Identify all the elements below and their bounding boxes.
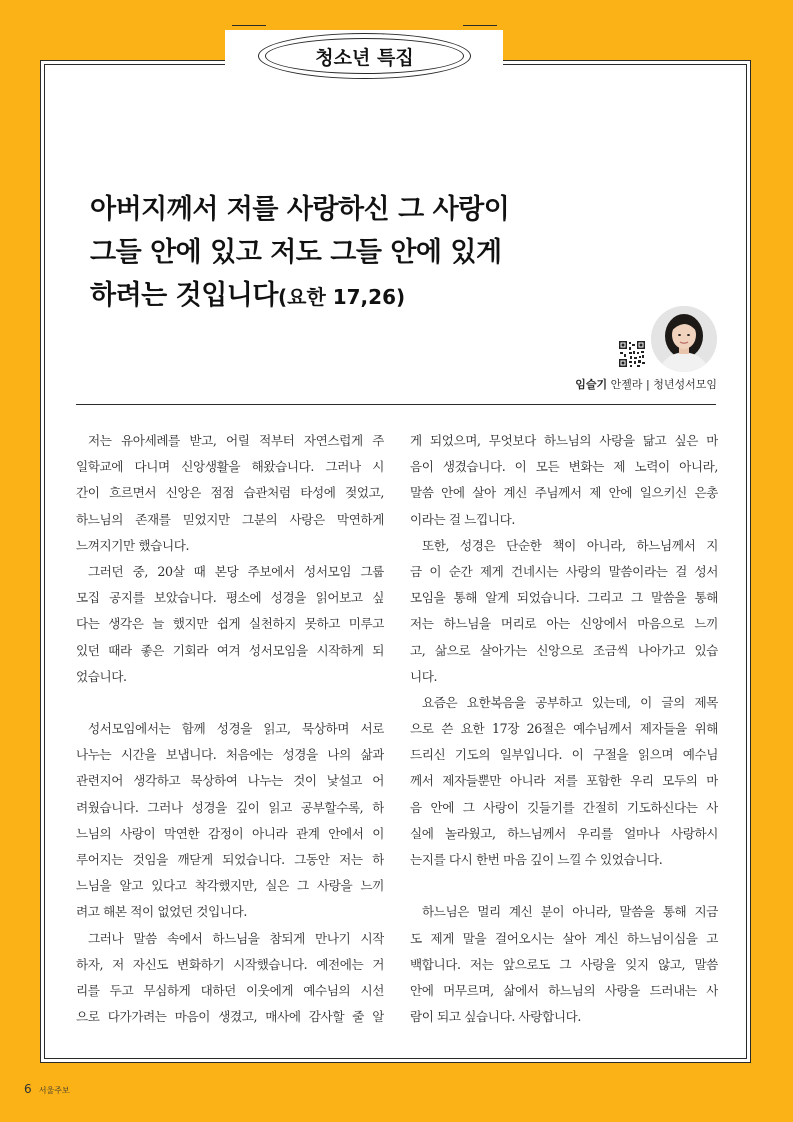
body-text-line: 저는 유아세례를 받고, 어릴 적부터 자연스럽게 주 — [88, 433, 384, 448]
body-text-line: 려고 해본 적이 없었던 것입니다. — [76, 904, 247, 920]
body-text-line: 간이 흐르면서 신앙은 점점 습관처럼 타성에 젖었고, — [76, 485, 384, 501]
body-text-line: 드리신 기도의 일부입니다. 이 구절을 읽으며 예수님 — [410, 747, 718, 763]
tag-rule-right — [463, 25, 497, 26]
body-text-line: 모집 공지를 보았습니다. 평소에 성경을 읽어보고 싶 — [76, 590, 384, 606]
body-text-line: 백합니다. 저는 앞으로도 그 사랑을 잊지 않고, 말씀 — [410, 956, 718, 972]
body-text-line: 성서모임에서는 함께 성경을 읽고, 묵상하며 서로 — [88, 721, 384, 737]
header-divider — [76, 404, 716, 405]
author-baptismal-name: 안젤라 — [610, 378, 643, 391]
body-text-line: 도 제게 말을 걸어오시는 살아 계신 하느님이심을 고 — [410, 930, 718, 946]
article-column-left — [76, 428, 384, 1030]
title-line-3 — [90, 274, 650, 319]
body-text-line: 니다. — [410, 668, 438, 684]
body-text-line: 으로 쓴 요한 17장 26절은 예수님께서 제자들을 위해 — [410, 721, 718, 737]
body-text-line: 려웠습니다. 그러나 성경을 깊이 읽고 공부할수록, 하 — [76, 799, 384, 815]
publication-name: 서울주보 — [38, 1086, 70, 1095]
body-text-line: 고, 삶으로 살아가는 신앙으로 조금씩 나아가고 있습 — [410, 642, 718, 658]
body-text-line: 그러나 말씀 속에서 하느님을 참되게 만나기 시작 — [88, 930, 384, 946]
body-text-line: 실에 놀라웠고, 하느님께서 우리를 얼마나 사랑하시 — [410, 825, 718, 841]
body-text-line: 는지를 다시 한번 마음 깊이 느낄 수 있었습니다. — [410, 852, 663, 867]
body-text-line: 게 되었으며, 무엇보다 하느님의 사랑을 닮고 싶은 마 — [410, 433, 718, 448]
body-text-line: 으로 다가가려는 마음이 생겼고, 매사에 감사할 줄 알 — [76, 1009, 384, 1025]
title-line-2: 그들 안에 있고 저도 그들 안에 있게 — [90, 237, 502, 268]
byline-separator: | — [646, 378, 650, 391]
article-title — [90, 188, 650, 319]
body-text-line: 모임을 통해 알게 되었습니다. 그리고 그 말씀을 통해 — [410, 590, 718, 606]
body-text-line: 있던 때라 좋은 기회라 여겨 성서모임을 시작하게 되 — [76, 642, 384, 658]
body-text-line: 나누는 시간을 보냅니다. 처음에는 성경을 나의 삶과 — [76, 747, 384, 763]
title-line-3-text: 하려는 것입니다 — [90, 280, 278, 311]
author-photo — [651, 306, 717, 372]
body-text-line: 람이 되고 싶습니다. 사랑합니다. — [410, 1009, 581, 1025]
paragraph-gap — [76, 690, 384, 716]
body-text-line: 저는 하느님을 머리로 아는 신앙에서 마음으로 느끼 — [410, 616, 718, 632]
author-byline — [575, 376, 717, 392]
body-text-line: 안에 머무르며, 삶에서 하느님의 사랑을 드러내는 사 — [410, 982, 718, 998]
body-text-line: 이라는 걸 느낍니다. — [410, 511, 515, 527]
body-text-line: 관련지어 생각하고 묵상하여 나누는 것이 낯설고 어 — [76, 773, 384, 789]
body-text-line: 음 안에 그 사랑이 깃들기를 간절히 기도하신다는 사 — [410, 799, 718, 815]
title-line-1: 아버지께서 저를 사랑하신 그 사랑이 — [90, 194, 510, 225]
body-text-line: 느껴지기만 했습니다. — [76, 537, 190, 553]
title-scripture-ref: (요한 17,26) — [277, 285, 406, 309]
paragraph-gap — [410, 873, 718, 899]
body-text-line: 금 이 순간 제게 건네시는 사랑의 말씀이라는 걸 성서 — [410, 563, 718, 579]
body-text-line: 리를 두고 무심하게 대하던 이웃에게 예수님의 시선 — [76, 982, 384, 998]
section-tag-label: 청소년 특집 — [315, 46, 414, 69]
body-text-line: 일학교에 다니며 신앙생활을 해왔습니다. 그러나 시 — [76, 459, 384, 475]
body-text-line: 요즘은 요한복음을 공부하고 있는데, 이 글의 제목 — [422, 694, 718, 710]
body-text-line: 었습니다. — [76, 668, 127, 684]
body-text-line: 느님을 알고 있다고 착각했지만, 실은 그 사랑을 느끼 — [76, 878, 384, 894]
body-text-line: 그러던 중, 20살 때 본당 주보에서 성서모임 그룹 — [88, 563, 384, 579]
body-text-line: 하자, 저 자신도 변화하기 시작했습니다. 예전에는 거 — [76, 956, 384, 972]
author-name: 임슬기 — [575, 378, 608, 391]
body-text-line: 께서 제자들뿐만 아니라 저를 포함한 우리 모두의 마 — [410, 773, 718, 789]
body-text-line: 말씀 안에 살아 계신 주님께서 제 안에 일으키신 은총 — [410, 485, 718, 501]
body-text-line: 루어지는 것임을 깨닫게 되었습니다. 그동안 저는 하 — [76, 852, 384, 867]
body-text-line: 느님의 사랑이 막연한 감정이 아니라 관계 안에서 이 — [76, 825, 384, 841]
body-text-line: 하느님의 존재를 믿었지만 그분의 사랑은 막연하게 — [76, 511, 384, 527]
section-tag — [265, 38, 464, 74]
body-text-line: 또한, 성경은 단순한 책이 아니라, 하느님께서 지 — [422, 537, 718, 553]
article-column-right — [410, 428, 718, 1030]
author-group: 청년성서모임 — [653, 378, 717, 391]
page-footer — [24, 1078, 70, 1097]
page-number: 6 — [24, 1082, 32, 1096]
body-text-line: 하느님은 멀리 계신 분이 아니라, 말씀을 통해 지금 — [422, 904, 718, 920]
body-text-line: 다는 생각은 늘 했지만 쉽게 실천하지 못하고 미루고 — [76, 616, 384, 632]
body-text-line: 음이 생겼습니다. 이 모든 변화는 제 노력이 아니라, — [410, 459, 718, 475]
tag-rule-left — [232, 25, 266, 26]
qr-code-icon[interactable] — [618, 340, 646, 368]
